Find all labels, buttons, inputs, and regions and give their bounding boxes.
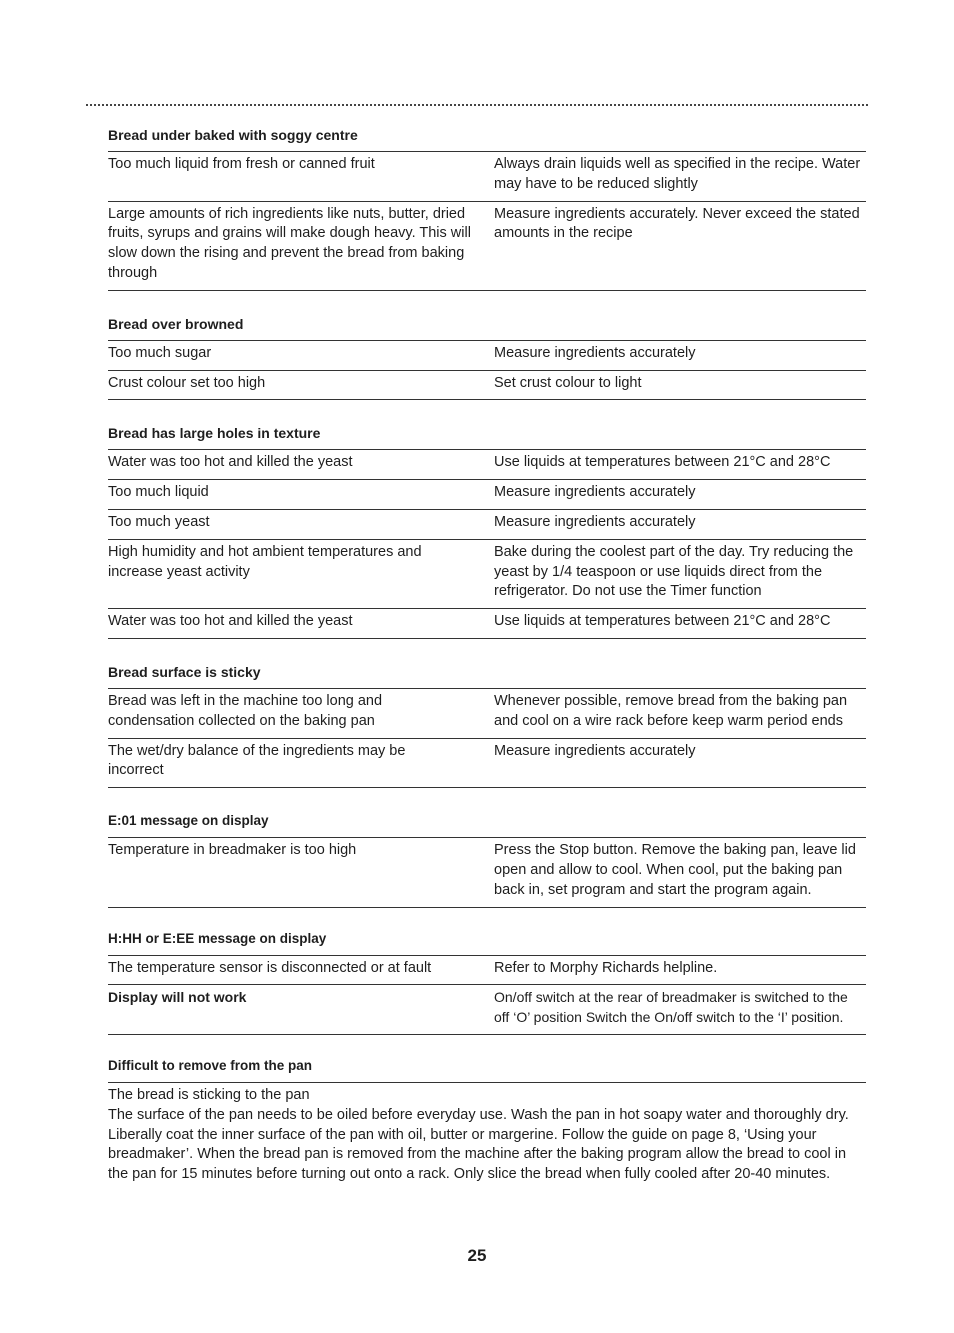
remedy-cell: Bake during the coolest part of the day. Try reducing the yeast by 1/4 teaspoon or use liquids direct from the refrigerator. Do not use the Timer function — [494, 543, 854, 600]
section-difficult-remove — [108, 1057, 866, 1185]
cause-cell: Too much liquid from fresh or canned fruit — [108, 156, 375, 172]
cause-cell: Too much liquid — [108, 484, 209, 501]
cause-cell: Large amounts of rich ingredients like nuts, butter, dried fruits, syrups and grains will make dough heavy. This will slow down the rising and prevent the bread from baking through — [108, 205, 471, 281]
section-heading: Bread surface is sticky — [108, 663, 866, 689]
cause-cell: Water was too hot and killed the yeast — [108, 454, 353, 471]
table-row — [108, 202, 866, 291]
section-large-holes — [108, 424, 866, 639]
table-row — [108, 371, 866, 401]
dotted-divider — [86, 104, 868, 106]
table-row — [108, 739, 866, 789]
section-heading: Bread under baked with soggy centre — [108, 126, 866, 152]
section-hhh-message — [108, 930, 866, 1035]
cause-cell: Bread was left in the machine too long and condensation collected on the baking pan — [108, 692, 383, 729]
remedy-cell: Measure ingredients accurately — [494, 344, 696, 361]
table-row — [108, 985, 866, 1035]
remedy-cell: Use liquids at temperatures between 21°C and 28°C — [494, 613, 831, 630]
remedy-cell: Use liquids at temperatures between 21°C and 28°C — [494, 454, 831, 471]
remedy-cell: On/off switch at the rear of breadmaker is switched to the off ‘O’ position Switch the On/off switch to the ‘I’ position. — [494, 989, 848, 1026]
section-heading: H:HH or E:EE message on display — [108, 930, 866, 956]
section-sticky-surface — [108, 663, 866, 788]
troubleshooting-content — [108, 126, 866, 1209]
cause-cell: The wet/dry balance of the ingredients may be incorrect — [108, 742, 406, 779]
table-row — [108, 152, 866, 202]
section-over-browned — [108, 315, 866, 401]
remedy-cell: Always drain liquids well as specified in the recipe. Water may have to be reduced slightly — [494, 156, 861, 192]
cause-cell: High humidity and hot ambient temperatures and increase yeast activity — [108, 543, 422, 580]
remedy-cell: Measure ingredients accurately. Never exceed the stated amounts in the recipe — [494, 205, 860, 242]
section-heading: Bread over browned — [108, 315, 866, 341]
table-row — [108, 609, 866, 639]
table-row — [108, 540, 866, 609]
remedy-cell: Measure ingredients accurately — [494, 742, 696, 759]
remedy-cell: Refer to Morphy Richards helpline. — [494, 959, 718, 976]
remedy-cell: Whenever possible, remove bread from the baking pan and cool on a wire rack before keep warm period ends — [494, 692, 848, 729]
table-row — [108, 480, 866, 510]
remedy-cell: Measure ingredients accurately — [494, 484, 696, 501]
table-row — [108, 956, 866, 986]
section-heading: Bread has large holes in texture — [108, 424, 866, 450]
remedy-cell: Press the Stop button. Remove the baking pan, leave lid open and allow to cool. When cool, put the baking pan back in, set program and start the program again. — [494, 842, 856, 898]
remedy-paragraph: The surface of the pan needs to be oiled before everyday use. Wash the pan in hot soapy water and thoroughly dry. Liberally coat the inner surface of the pan with oil, butter or margerine. Follow the guide on page 8, ‘Using your breadmaker’. When the bread pan is removed from the machine after the baking program allow the bread to cool in the pan for 15 minutes before turning out onto a rack. Only slice the bread when fully cooled after 20-40 minutes. — [108, 1106, 849, 1183]
cause-cell: Water was too hot and killed the yeast — [108, 613, 353, 630]
cause-cell: Display will not work — [108, 989, 247, 1006]
table-row — [108, 838, 866, 907]
remedy-cell: Measure ingredients accurately — [494, 513, 696, 530]
section-heading: E:01 message on display — [108, 812, 866, 838]
cause-cell: Too much sugar — [108, 344, 212, 361]
cause-cell: The temperature sensor is disconnected or at fault — [108, 959, 432, 976]
section-e01-message — [108, 812, 866, 907]
table-row — [108, 689, 866, 739]
table-row — [108, 341, 866, 371]
cause-cell: Too much yeast — [108, 513, 210, 530]
page-number: 25 — [467, 1246, 487, 1265]
table-row — [108, 450, 866, 480]
cause-cell: Temperature in breadmaker is too high — [108, 842, 357, 859]
table-row — [108, 510, 866, 540]
section-heading: Difficult to remove from the pan — [108, 1057, 866, 1083]
section-under-baked — [108, 126, 866, 291]
cause-cell: Crust colour set too high — [108, 374, 266, 391]
remedy-cell: Set crust colour to light — [494, 374, 642, 391]
cause-line: The bread is sticking to the pan — [108, 1086, 310, 1103]
